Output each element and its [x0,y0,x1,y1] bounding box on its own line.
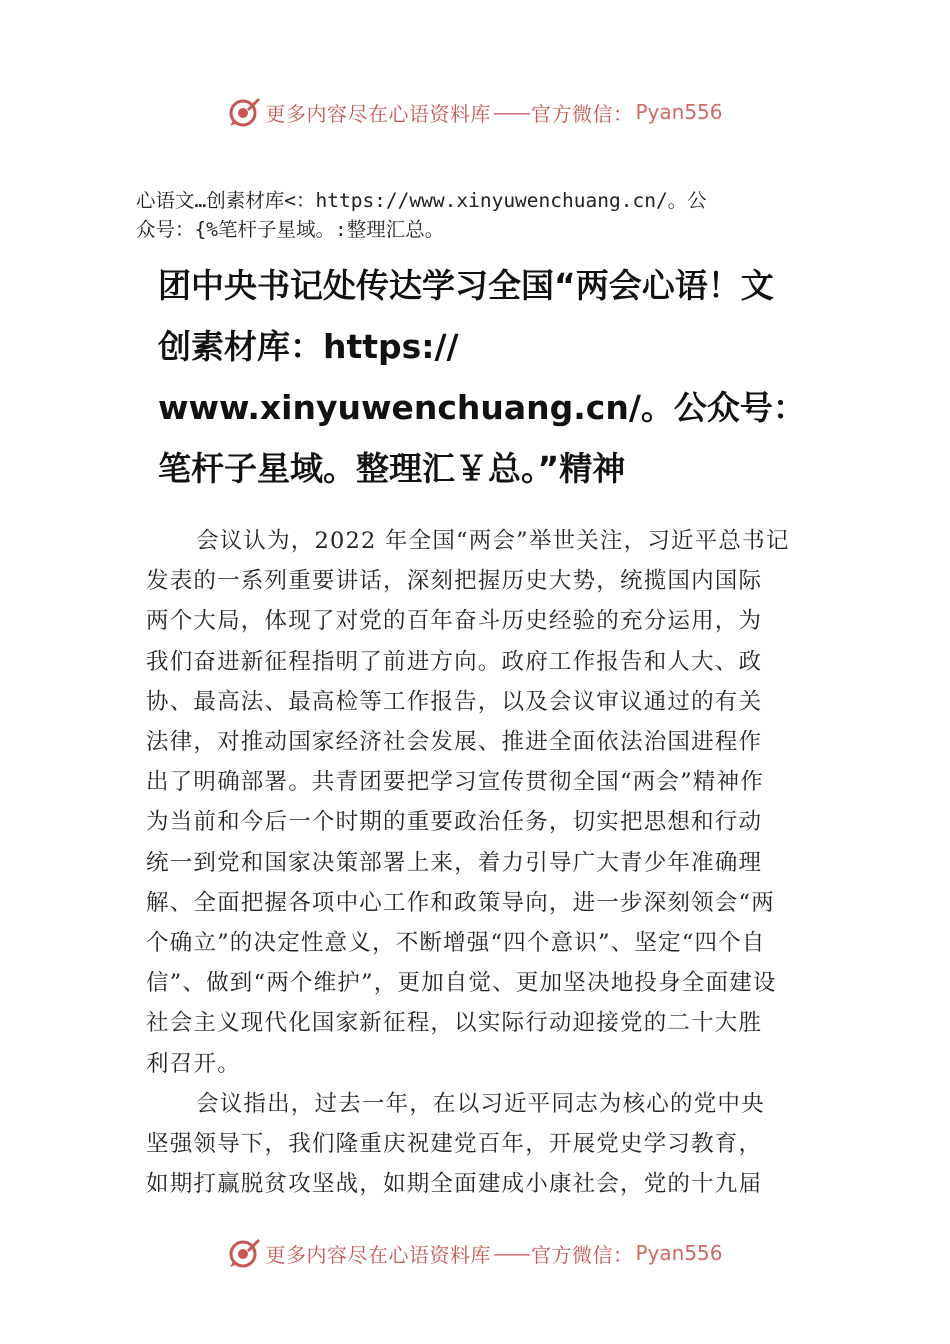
body-line: 社会主义现代化国家新征程，以实际行动迎接党的二十大胜 [146,1010,763,1037]
body-line: 统一到党和国家决策部署上来，着力引导广大青少年准确理 [146,849,763,876]
banner-text: 更多内容尽在心语资料库 [265,101,491,126]
body-line: 会议指出，过去一年，在以习近平同志为核心的党中央 [196,1090,765,1117]
body-line: 个确立”的决定性意义，不断增强“四个意识”、坚定“四个自 [146,930,766,957]
banner-text: 更多内容尽在心语资料库 [265,1242,491,1267]
banner-wechat-id: Pyan556 [635,1241,723,1265]
body-line: 发表的一系列重要讲话，深刻把握历史大势，统揽国内国际 [146,568,763,595]
source-note-line: 众号：{%笔杆子星域。:整理汇总。 [136,218,445,241]
paragraph-2 [146,1084,816,1205]
title-line: www.xinyuwenchuang.cn/。公众号： [158,388,806,427]
body-line: 利召开。 [146,1050,241,1077]
footer-banner [0,1233,950,1273]
banner-dash: —— [492,1241,529,1265]
source-note-line: 心语文…创素材库<：https://www.xinyuwenchuang.cn/。公 [136,189,707,212]
title-line: 团中央书记处传达学习全国“两会心语！文 [158,266,774,305]
body-line: 出了明确部署。共青团要把学习宣传贯彻全国“两会”精神作 [146,769,764,796]
banner-wechat-id: Pyan556 [635,100,723,124]
body-line: 两个大局，体现了对党的百年奋斗历史经验的充分运用，为 [146,608,763,635]
body-line: 为当前和今后一个时期的重要政治任务，切实把思想和行动 [146,809,763,836]
title-line: 创素材库：https:// [158,327,459,366]
body-line: 解、全面把握各项中心工作和政策导向，进一步深刻领会“两 [146,889,775,916]
source-note [136,186,826,244]
body-line: 信”、做到“两个维护”，更加自觉、更加坚决地投身全面建设 [146,970,777,997]
banner-wechat-label: 官方微信： [530,1242,634,1267]
banner-dash: —— [492,100,529,124]
body-line: 法律，对推动国家经济社会发展、推进全面依法治国进程作 [146,729,763,756]
banner-wechat-label: 官方微信： [530,101,634,126]
document-title [158,255,848,499]
body-line: 我们奋进新征程指明了前进方向。政府工作报告和人大、政 [146,648,763,675]
pen-seal-logo-icon [227,1236,261,1270]
header-banner [0,92,950,132]
pen-seal-logo-icon [227,95,261,129]
paragraph-1 [146,521,816,1084]
document-body [146,521,816,1204]
body-line: 会议认为，2022 年全国“两会”举世关注，习近平总书记 [196,528,790,554]
body-line: 如期打赢脱贫攻坚战，如期全面建成小康社会，党的十九届 [146,1171,763,1198]
body-line: 协、最高法、最高检等工作报告，以及会议审议通过的有关 [146,688,763,715]
title-line: 笔杆子星域。整理汇￥总。”精神 [158,449,626,488]
body-line: 坚强领导下，我们隆重庆祝建党百年，开展党史学习教育， [146,1131,763,1158]
